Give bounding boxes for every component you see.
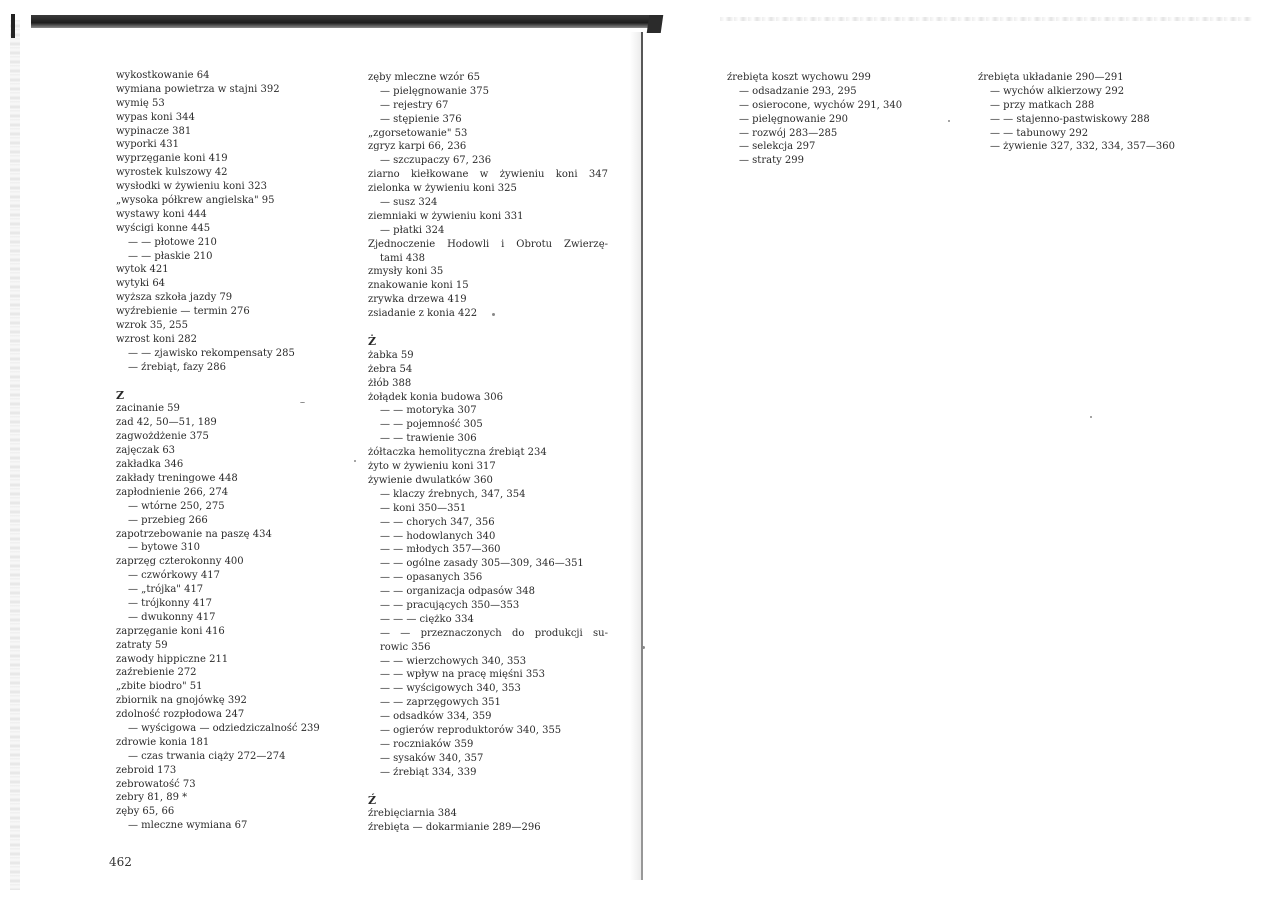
section-letter: Z <box>116 388 125 402</box>
index-entry: wymię 53 <box>116 97 165 109</box>
index-subentry: — — hodowlanych 340 <box>380 530 496 542</box>
index-subentry: — — wyścigowych 340, 353 <box>380 683 521 695</box>
index-entry: wykostkowanie 64 <box>116 70 210 81</box>
index-subentry: — pielęgnowanie 290 <box>739 113 849 125</box>
index-entry: wyźrebienie — termin 276 <box>116 306 250 318</box>
index-subentry: — „trójka" 417 <box>128 584 204 596</box>
index-entry: zatraty 59 <box>116 639 168 651</box>
scan-edge-mark <box>11 14 15 38</box>
index-subentry: — selekcja 297 <box>739 141 816 153</box>
index-entry: zebroid 173 <box>116 764 177 776</box>
index-entry: zdrowie konia 181 <box>116 736 210 748</box>
index-column-2 <box>368 71 608 835</box>
index-entry: zebry 81, 89 * <box>116 792 188 804</box>
index-entry: żabka 59 <box>368 349 414 361</box>
index-entry: znakowanie koni 15 <box>368 280 469 292</box>
index-entry: wyrostek kulszowy 42 <box>116 167 228 179</box>
index-entry: zajęczak 63 <box>116 445 176 457</box>
index-entry: wymiana powietrza w stajni 392 <box>116 83 280 95</box>
index-entry: zawody hippiczne 211 <box>116 653 229 665</box>
index-entry: wypas koni 344 <box>116 111 195 123</box>
index-entry: zrywka drzewa 419 <box>368 294 467 306</box>
index-subentry: — — trawienie 306 <box>380 433 477 445</box>
index-subentry: — — — ciężko 334 <box>380 613 474 625</box>
index-entry: zapotrzebowanie na paszę 434 <box>116 528 272 540</box>
index-entry: wyporki 431 <box>116 139 179 151</box>
index-entry: źrebięta koszt wychowu 299 <box>727 72 871 83</box>
index-entry: ziarno kiełkowane w żywieniu koni 347 <box>368 169 608 181</box>
index-entry: wypinacze 381 <box>116 125 192 137</box>
index-entry: zacinanie 59 <box>116 403 180 415</box>
index-subentry: tami 438 <box>380 252 425 264</box>
index-subentry: — czwórkowy 417 <box>128 570 220 582</box>
index-entry: żywienie dwulatków 360 <box>368 474 493 486</box>
index-entry: zagwożdżenie 375 <box>116 431 209 443</box>
index-entry: ziemniaki w żywieniu koni 331 <box>368 210 524 222</box>
index-subentry: — — tabunowy 292 <box>990 127 1089 139</box>
index-subentry: — dwukonny 417 <box>128 611 216 623</box>
index-subentry: — osierocone, wychów 291, 340 <box>739 99 903 111</box>
index-entry: zebrowatość 73 <box>116 778 196 790</box>
index-subentry: — roczniaków 359 <box>380 738 474 750</box>
section-gap <box>116 375 356 389</box>
index-entry: zaprzęganie koni 416 <box>116 625 225 637</box>
index-entry: wystawy koni 444 <box>116 208 207 220</box>
index-subentry: — — motoryka 307 <box>380 405 477 417</box>
index-entry: zbiornik na gnojówkę 392 <box>116 695 247 707</box>
index-subentry: — — przeznaczonych do produkcji su- <box>380 627 608 639</box>
index-entry: wyścigi konne 445 <box>116 222 211 234</box>
index-subentry: — żywienie 327, 332, 334, 357—360 <box>990 141 1176 153</box>
index-subentry: — sysaków 340, 357 <box>380 752 484 764</box>
index-subentry: — — opasanych 356 <box>380 572 483 584</box>
index-entry: zaźrebienie 272 <box>116 667 197 679</box>
index-entry: „zbite biodro" 51 <box>116 681 203 693</box>
index-subentry: — — pojemność 305 <box>380 419 483 431</box>
scan-speck <box>642 646 645 649</box>
index-entry: źrebięciarnia 384 <box>368 808 457 820</box>
index-entry: zdolność rozpłodowa 247 <box>116 709 245 721</box>
index-entry: żyto w żywieniu koni 317 <box>368 461 496 473</box>
index-subentry: — wyścigowa — odziedziczalność 239 <box>128 722 320 734</box>
index-subentry: — przy matkach 288 <box>990 99 1095 111</box>
gutter-shadow <box>630 32 641 880</box>
index-subentry: — szczupaczy 67, 236 <box>380 155 492 167</box>
index-entry: „zgorsetowanie" 53 <box>368 127 468 139</box>
index-subentry: — wychów alkierzowy 292 <box>990 85 1125 97</box>
index-entry: wytyki 64 <box>116 278 166 290</box>
index-entry: zęby 65, 66 <box>116 806 175 818</box>
index-entry: żebra 54 <box>368 363 413 375</box>
index-entry: źrebięta układanie 290—291 <box>978 72 1124 83</box>
index-entry: żołądek konia budowa 306 <box>368 391 503 403</box>
index-subentry: — mleczne wymiana 67 <box>128 820 248 832</box>
scan-top-shadow <box>31 15 660 28</box>
scan-speck <box>1090 416 1092 418</box>
index-entry: wzrok 35, 255 <box>116 320 189 332</box>
index-subentry: — klaczy źrebnych, 347, 354 <box>380 488 526 500</box>
index-subentry: — płatki 324 <box>380 224 445 236</box>
section-gap <box>368 321 608 335</box>
section-letter: Ź <box>368 793 377 807</box>
index-subentry: — — młodych 357—360 <box>380 544 501 556</box>
index-entry: wzrost koni 282 <box>116 333 197 345</box>
index-entry: wyższa szkoła jazdy 79 <box>116 292 233 304</box>
index-entry: wyprzęganie koni 419 <box>116 153 228 165</box>
index-subentry: — stępienie 376 <box>380 113 462 125</box>
scan-top-notch <box>647 15 664 33</box>
index-subentry: — — płaskie 210 <box>128 250 213 262</box>
index-entry: źrebięta — dokarmianie 289—296 <box>368 822 541 834</box>
index-subentry: — rozwój 283—285 <box>739 127 838 139</box>
index-entry: wytok 421 <box>116 264 169 276</box>
index-entry: wysłodki w żywieniu koni 323 <box>116 181 268 193</box>
section-gap <box>368 780 608 794</box>
index-subentry: — — pracujących 350—353 <box>380 599 520 611</box>
index-entry: zapłodnienie 266, 274 <box>116 486 229 498</box>
index-subentry: — straty 299 <box>739 155 805 167</box>
index-subentry: — wtórne 250, 275 <box>128 500 225 512</box>
index-subentry: — źrebiąt 334, 339 <box>380 766 477 778</box>
index-entry: „wysoka półkrew angielska" 95 <box>116 195 275 207</box>
index-subentry: — bytowe 310 <box>128 542 201 554</box>
index-subentry: — — wierzchowych 340, 353 <box>380 655 527 667</box>
index-subentry: rowic 356 <box>380 641 431 653</box>
index-column-4 <box>978 71 1198 154</box>
index-entry: zakładka 346 <box>116 459 184 471</box>
index-subentry: — susz 324 <box>380 197 438 209</box>
index-subentry: — odsadków 334, 359 <box>380 711 492 723</box>
left-page-edge <box>10 20 20 890</box>
index-subentry: — źrebiąt, fazy 286 <box>128 361 226 373</box>
index-entry: Zjednoczenie Hodowli i Obrotu Zwierzę- <box>368 238 608 250</box>
section-letter: Ż <box>368 335 377 349</box>
index-subentry: — przebieg 266 <box>128 514 208 526</box>
index-subentry: — koni 350—351 <box>380 502 467 514</box>
index-entry: żółtaczka hemolityczna źrebiąt 234 <box>368 447 547 459</box>
index-entry: zgryz karpi 66, 236 <box>368 141 467 153</box>
page-number: 462 <box>109 855 132 869</box>
index-subentry: — — ogólne zasady 305—309, 346—351 <box>380 558 584 570</box>
index-subentry: — — zaprzęgowych 351 <box>380 697 501 709</box>
index-entry: zakłady treningowe 448 <box>116 472 238 484</box>
index-subentry: — — płotowe 210 <box>128 236 217 248</box>
index-entry: zmysły koni 35 <box>368 266 444 278</box>
book-spine <box>641 32 643 880</box>
index-entry: zsiadanie z konia 422 <box>368 308 478 320</box>
index-entry: zaprzęg czterokonny 400 <box>116 556 244 568</box>
index-column-3 <box>727 71 947 168</box>
index-subentry: — — chorych 347, 356 <box>380 516 495 528</box>
scan-noise-top-right <box>720 17 1252 21</box>
index-subentry: — pielęgnowanie 375 <box>380 85 490 97</box>
index-subentry: — — organizacja odpasów 348 <box>380 586 535 598</box>
index-entry: zad 42, 50—51, 189 <box>116 417 217 429</box>
index-column-1 <box>116 69 356 833</box>
index-subentry: — czas trwania ciąży 272—274 <box>128 750 286 762</box>
index-entry: zielonka w żywieniu koni 325 <box>368 183 517 195</box>
scan-speck <box>948 120 950 122</box>
index-subentry: — ogierów reproduktorów 340, 355 <box>380 724 562 736</box>
index-subentry: — — stajenno-pastwiskowy 288 <box>990 113 1150 125</box>
index-subentry: — rejestry 67 <box>380 99 449 111</box>
index-subentry: — — zjawisko rekompensaty 285 <box>128 347 295 359</box>
index-entry: żłób 388 <box>368 377 412 389</box>
index-subentry: — odsadzanie 293, 295 <box>739 85 857 97</box>
index-subentry: — trójkonny 417 <box>128 597 212 609</box>
index-entry: zęby mleczne wzór 65 <box>368 72 480 83</box>
index-subentry: — — wpływ na pracę mięśni 353 <box>380 669 546 681</box>
